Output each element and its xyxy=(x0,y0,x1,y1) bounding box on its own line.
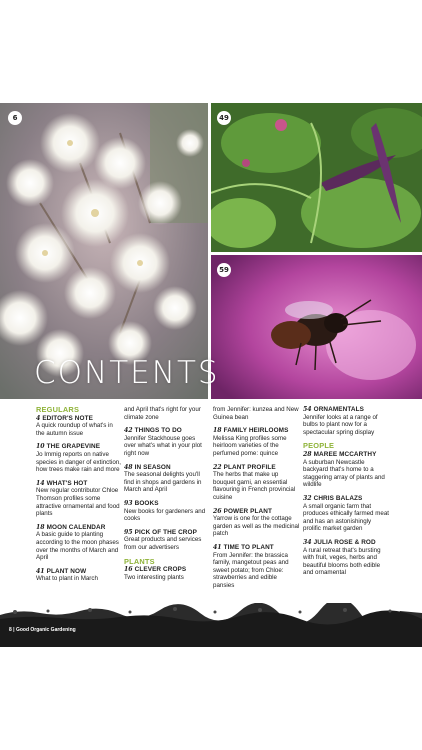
toc-column-1 xyxy=(36,406,122,589)
bee-photo xyxy=(211,255,422,399)
toc-entry[interactable] xyxy=(36,480,122,518)
toc-entry[interactable] xyxy=(124,566,208,581)
entry-description: New regular contributor Chloe Thomson profiles some attractive ornamental and food plants xyxy=(36,487,120,518)
magazine-page xyxy=(0,103,422,647)
toc-entry[interactable] xyxy=(303,451,389,489)
entry-description: A suburban Newcastle backyard that's home to a staggering array of plants and wildlife xyxy=(303,458,385,489)
entry-title: MOON CALENDAR xyxy=(46,523,106,531)
entry-title: CHRIS BALAZS xyxy=(313,494,363,502)
toc-entry[interactable] xyxy=(36,415,122,438)
entry-title: JULIA ROSE & ROD xyxy=(313,538,376,546)
page-ref: 93 xyxy=(124,499,133,507)
page-ref: 42 xyxy=(124,427,133,435)
page-ref: 54 xyxy=(303,406,312,413)
page-ref: 41 xyxy=(213,543,222,551)
toc-entry[interactable] xyxy=(124,500,208,523)
page-ref: 16 xyxy=(124,566,133,574)
toc-entry[interactable] xyxy=(213,464,300,502)
toc-entry[interactable] xyxy=(303,406,389,436)
page-number-badge: 6 xyxy=(8,111,22,125)
page-number-badge: 59 xyxy=(217,263,231,277)
toc-entry[interactable] xyxy=(213,544,300,590)
entry-description: Jennifer Stackhouse goes over what's what in your plot right now xyxy=(124,434,202,457)
toc-entry[interactable] xyxy=(303,495,389,533)
entry-description: and April that's right for your climate zone xyxy=(124,406,201,421)
page-ref: 18 xyxy=(213,427,222,435)
entry-description: New books for gardeners and cooks xyxy=(124,507,206,523)
page-ref: 34 xyxy=(303,538,312,546)
page-ref: 22 xyxy=(213,463,222,471)
entry-title: THINGS TO DO xyxy=(134,427,182,435)
entry-description: Great products and services from our advertisers xyxy=(124,536,202,551)
page-ref: 48 xyxy=(124,463,133,471)
entry-description: Melissa King profiles some heirloom varieties of the perfumed pome: quince xyxy=(213,434,287,457)
pea-pod-photo xyxy=(211,103,422,252)
entry-title: MAREE MCCARTHY xyxy=(313,450,377,458)
toc-column-3 xyxy=(213,406,300,595)
contents-title: CONTENTS xyxy=(34,355,220,391)
entry-title: FAMILY HEIRLOOMS xyxy=(223,427,289,435)
page-ref: 4 xyxy=(36,414,41,422)
toc-column-2 xyxy=(124,406,208,587)
page-ref: 26 xyxy=(213,507,222,515)
page-ref: 95 xyxy=(124,528,133,536)
entry-title: TIME TO PLANT xyxy=(223,543,274,551)
toc-entry[interactable] xyxy=(36,568,122,583)
entry-description: from Jennifer: kunzea and New Guinea bean xyxy=(213,406,299,421)
entry-description: A small organic farm that produces ethically farmed meat and has an astonishingly prolific market garden xyxy=(303,502,389,533)
entry-description: Jo Immig reports on native species in danger of extinction, how trees make rain and more xyxy=(36,450,121,474)
entry-description: The herbs that make up bouquet garni, an essential flavouring in French provincial cuisine xyxy=(213,471,296,501)
toc-entry[interactable] xyxy=(213,508,300,538)
entry-description: Two interesting plants xyxy=(124,573,184,581)
entry-title: PLANT NOW xyxy=(46,567,87,575)
page-ref: 10 xyxy=(36,443,45,451)
entry-title: BOOKS xyxy=(134,499,159,507)
toc-entry[interactable] xyxy=(124,529,208,552)
entry-description: A quick roundup of what's in the autumn issue xyxy=(36,422,113,437)
entry-description: What to plant in March xyxy=(36,575,98,583)
soil-strip xyxy=(0,603,422,647)
entry-title: ORNAMENTALS xyxy=(313,406,364,413)
toc-entry-continuation xyxy=(124,406,208,421)
entry-description: A basic guide to planting according to the moon phases over the months of March and April xyxy=(36,531,119,562)
entry-description: A rural retreat that's bursting with fruit, veges, herbs and beautiful blooms both edible and ornamental xyxy=(303,546,381,577)
page-number-badge: 49 xyxy=(217,111,231,125)
entry-title: POWER PLANT xyxy=(223,507,272,515)
entry-description: Jennifer looks at a range of bulbs to plant now for a spectacular spring display xyxy=(303,413,378,436)
toc-entry[interactable] xyxy=(303,539,389,577)
page-footer: 8 | Good Organic Gardening xyxy=(9,627,76,633)
entry-title: CLEVER CROPS xyxy=(134,566,187,574)
section-heading: PLANTS xyxy=(124,556,155,566)
toc-entry-continuation xyxy=(213,406,300,421)
page-ref: 18 xyxy=(36,523,45,531)
toc-column-4 xyxy=(303,406,389,583)
toc-entry[interactable] xyxy=(124,464,208,494)
toc-entry[interactable] xyxy=(36,443,122,473)
entry-description: Yarrow is one for the cottage garden as well as the medicinal patch xyxy=(213,515,300,538)
entry-title: EDITOR'S NOTE xyxy=(42,414,93,422)
section-heading: PEOPLE xyxy=(303,441,335,451)
entry-description: The seasonal delights you'll find in shops and gardens in March and April xyxy=(124,471,202,494)
entry-title: PICK OF THE CROP xyxy=(134,528,197,536)
toc-entry[interactable] xyxy=(36,524,122,562)
page-ref: 28 xyxy=(303,450,312,458)
entry-description: From Jennifer: the brassica family, mangetout peas and sweet potato; from Chloe: strawberries and edible pansies xyxy=(213,551,289,589)
section-heading: REGULARS xyxy=(36,405,80,414)
entry-title: PLANT PROFILE xyxy=(223,463,276,471)
toc-entry[interactable] xyxy=(213,427,300,457)
page-ref: 14 xyxy=(36,479,45,487)
entry-title: THE GRAPEVINE xyxy=(46,443,101,451)
entry-title: IN SEASON xyxy=(134,463,171,471)
page-ref: 41 xyxy=(36,567,45,575)
entry-title: WHAT'S HOT xyxy=(46,479,88,487)
page-ref: 32 xyxy=(303,494,312,502)
toc-entry[interactable] xyxy=(124,427,208,457)
